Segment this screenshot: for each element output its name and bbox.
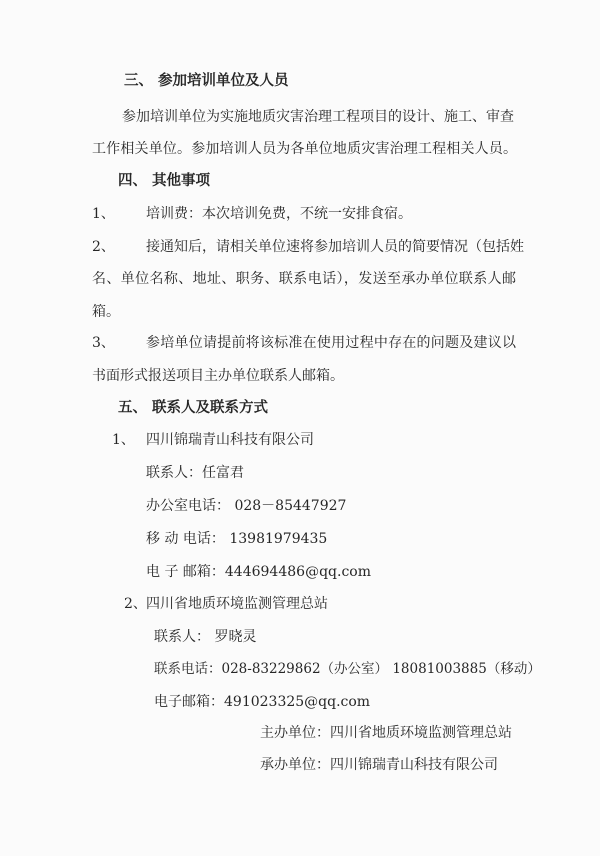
item2-line1: 接通知后，请相关单位速将参加培训人员的简要情况（包括姓 (146, 239, 524, 255)
org1-office-phone: 办公室电话： 028－85447927 (146, 498, 347, 514)
org1-mobile-phone: 移 动 电话： 13981979435 (146, 531, 328, 547)
section5-heading: 五、 联系人及联系方式 (118, 400, 269, 416)
section3-line1: 参加培训单位为实施地质灾害治理工程项目的设计、施工、审查 (122, 109, 514, 125)
item2-line3: 箱。 (92, 304, 120, 320)
item1-text: 培训费：本次培训免费，不统一安排食宿。 (146, 206, 412, 222)
item3-line2: 书面形式报送项目主办单位联系人邮箱。 (92, 368, 344, 384)
section3-heading: 三、 参加培训单位及人员 (124, 73, 289, 89)
item3-number: 3、 (92, 335, 115, 351)
organizer-unit: 承办单位：四川锦瑞青山科技有限公司 (260, 757, 498, 773)
host-unit: 主办单位：四川省地质环境监测管理总站 (260, 725, 512, 741)
section3-line2: 工作相关单位。参加培训人员为各单位地质灾害治理工程相关人员。 (92, 141, 517, 157)
item3-line1: 参培单位请提前将该标准在使用过程中存在的问题及建议以 (146, 335, 516, 351)
org2-contact-person: 联系人： 罗晓灵 (154, 629, 257, 645)
item2-line2: 名、单位名称、地址、职务、联系电话），发送至承办单位联系人邮 (92, 271, 516, 287)
org2-name: 四川省地质环境监测管理总站 (146, 596, 328, 612)
org1-name: 四川锦瑞青山科技有限公司 (146, 432, 314, 448)
item2-number: 2、 (92, 239, 115, 255)
org1-number: 1、 (112, 432, 135, 448)
org2-number: 2、 (124, 596, 147, 612)
org2-phone: 联系电话：028-83229862（办公室） 18081003885（移动） (154, 661, 541, 677)
item1-number: 1、 (92, 206, 115, 222)
org1-contact-person: 联系人：任富君 (146, 465, 244, 481)
section4-heading: 四、 其他事项 (118, 173, 211, 189)
org2-email: 电子邮箱：491023325@qq.com (154, 694, 371, 710)
org1-email: 电 子 邮箱：444694486@qq.com (146, 564, 371, 580)
